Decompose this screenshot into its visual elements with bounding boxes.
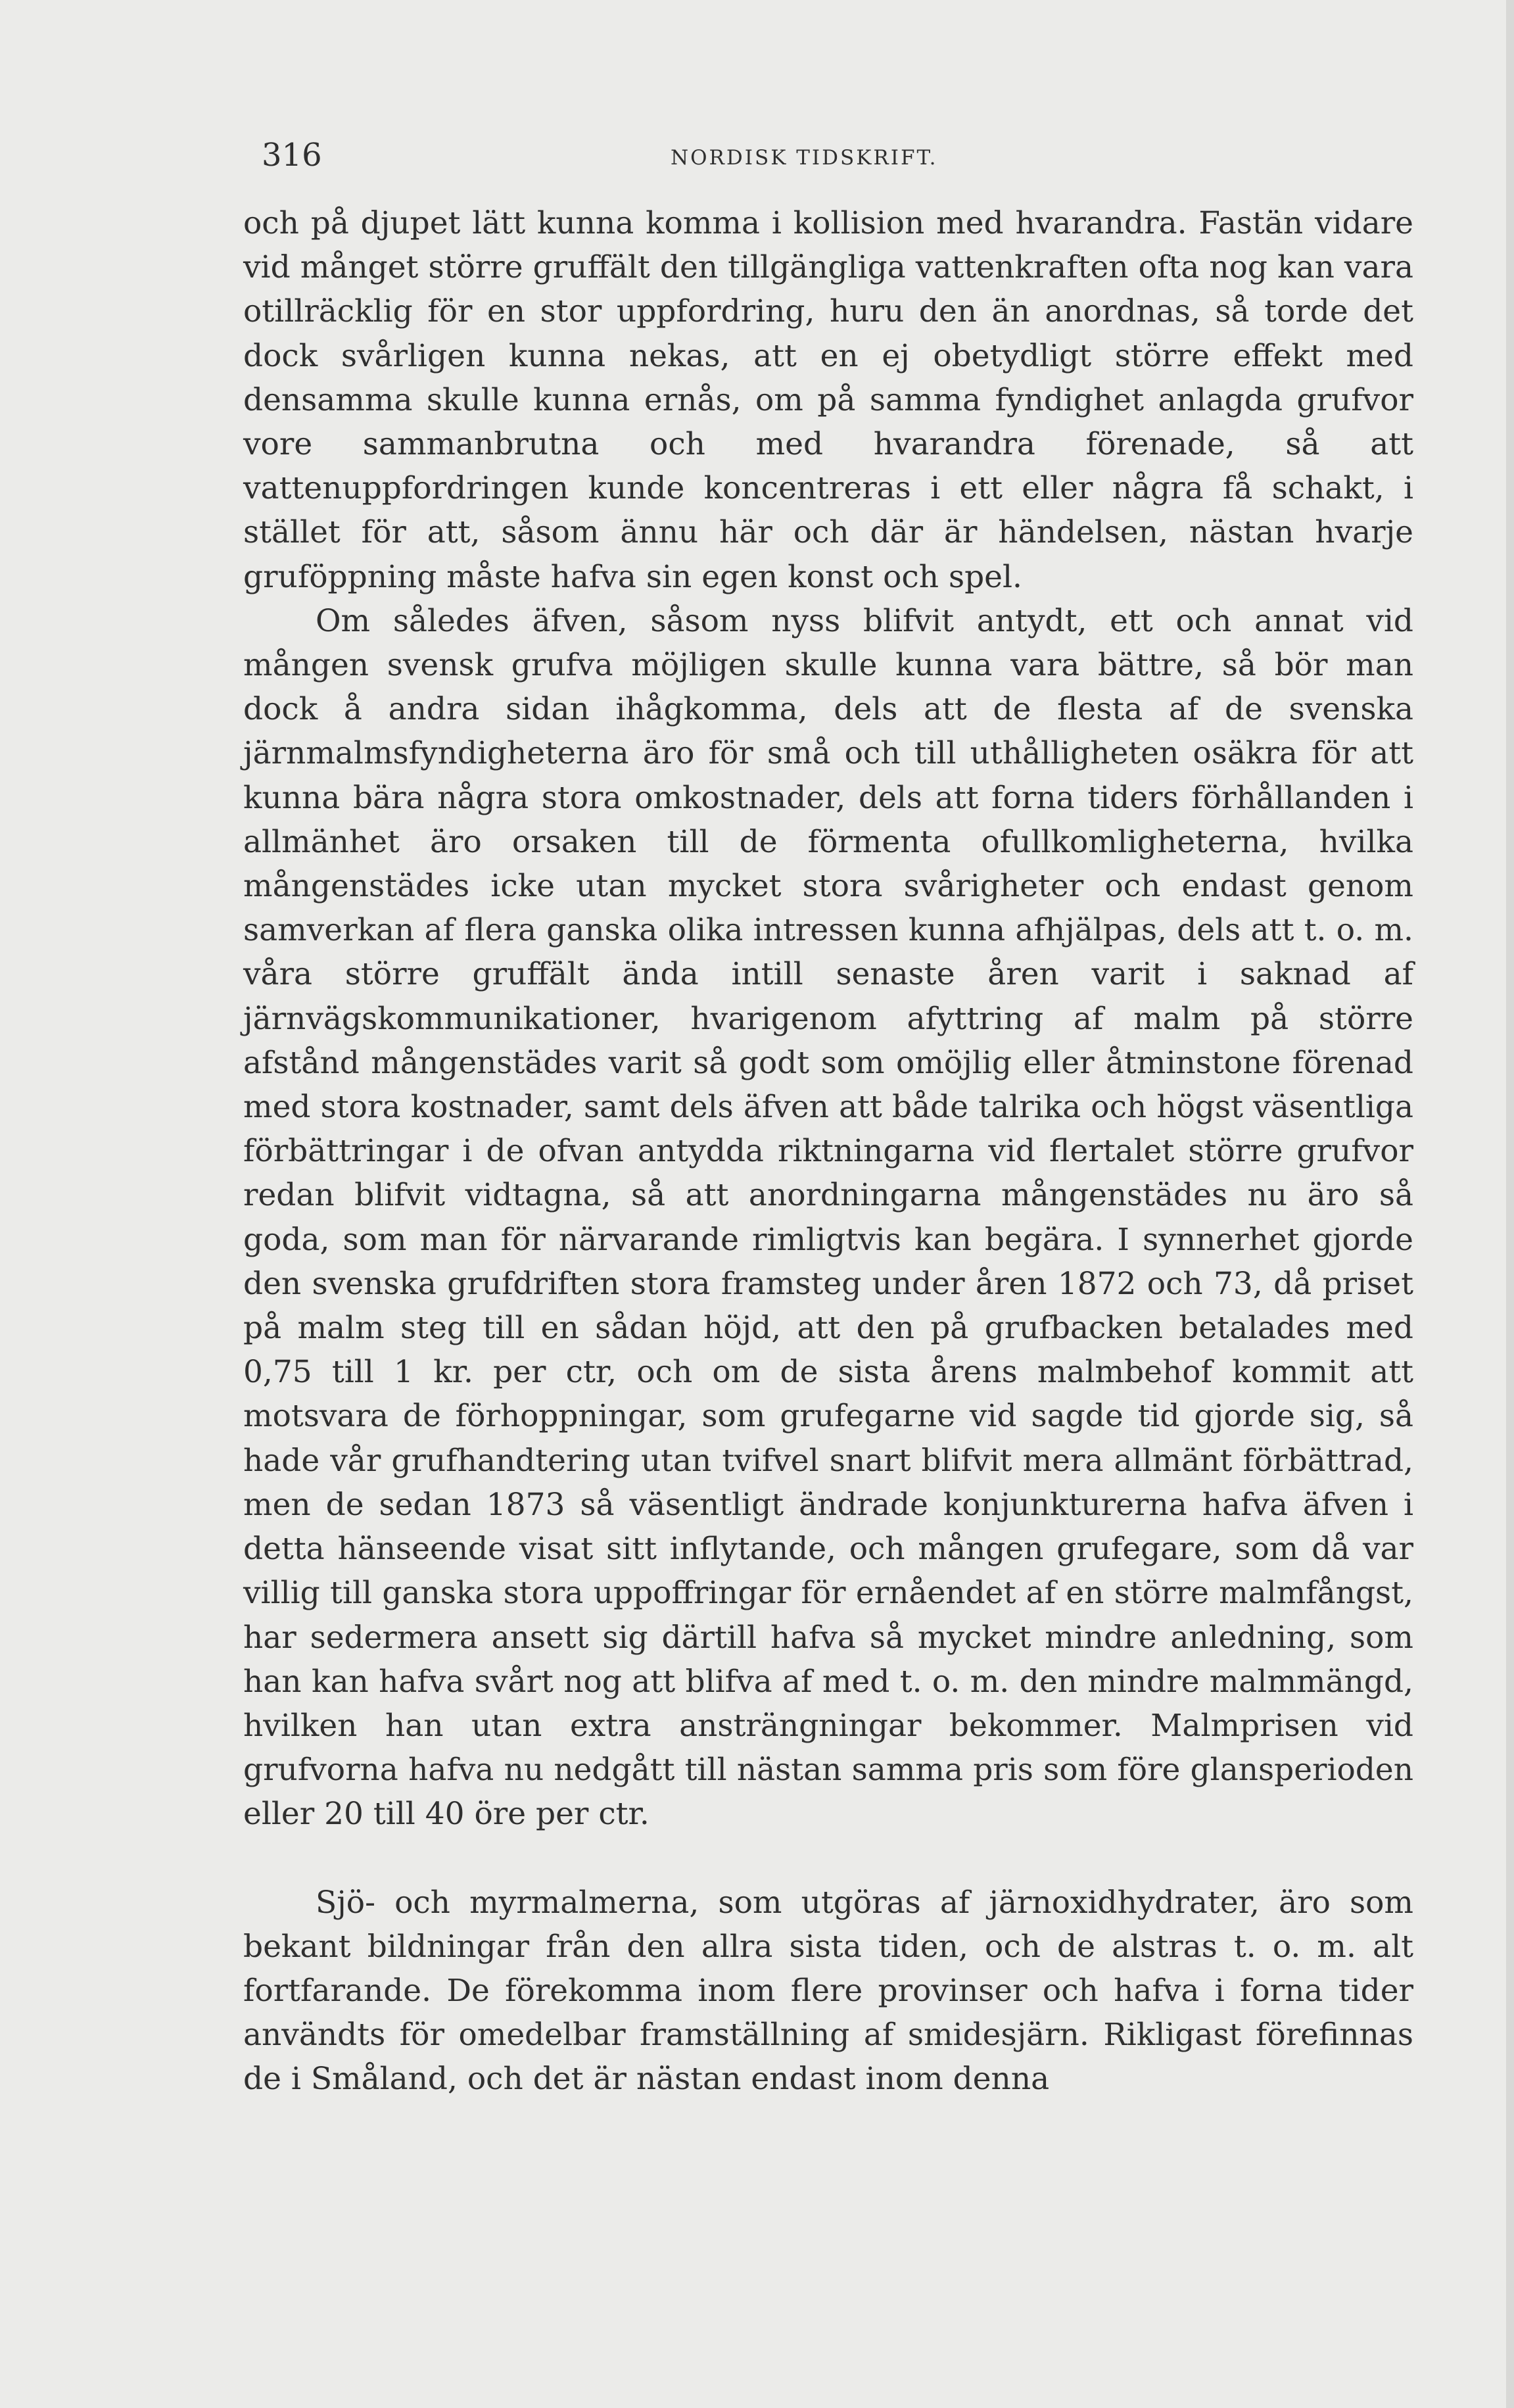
page-body — [243, 201, 1413, 2102]
running-head: NORDISK TIDSKRIFT. — [671, 146, 938, 170]
paragraph-grufdrift: Om således äfven, såsom nyss blifvit antydt, ett och annat vid mången svensk grufva möjligen skulle kunna vara bättre, så bör man dock å andra sidan ihågkomma, dels att de flesta af de svenska järnmalmsfyndigheterna äro för små och till uthålligheten osäkra för att kunna bära några stora omkostnader, dels att forna tiders förhållanden i allmänhet äro orsaken till de förmenta ofullkomligheterna, hvilka mångenstädes icke utan mycket stora svårigheter och endast genom samverkan af flera ganska olika intressen kunna afhjälpas, dels att t. o. m. våra större gruffält ända intill senaste åren varit i saknad af järnvägskommunikationer, hvarigenom afyttring af malm på större afstånd mångenstädes varit så godt som omöjlig eller åtminstone förenad med stora kostnader, samt dels äfven att både talrika och högst väsentliga förbättringar i de ofvan antydda riktningarna vid flertalet större grufvor redan blifvit vidtagna, så att anordningarna mångenstädes nu äro så goda, som man för närvarande rimligtvis kan begära. I synnerhet gjorde den svenska grufdriften stora framsteg under åren 1872 och 73, då priset på malm steg till en sådan höjd, att den på grufbacken betalades med 0,75 till 1 kr. per ctr, och om de sista årens malmbehof kommit att motsvara de förhoppningar, som grufegarne vid sagde tid gjorde sig, så hade vår grufhandtering utan tvifvel snart blifvit mera allmänt förbättrad, men de sedan 1873 så väsentligt ändrade konjunkturerna hafva äfven i detta hänseende visat sitt inflytande, och mången grufegare, som då var villig till ganska stora uppoffringar för ernåendet af en större malmfångst, har sedermera ansett sig därtill hafva så mycket mindre anledning, som han kan hafva svårt nog att blifva af med t. o. m. den mindre malmmängd, hvilken han utan extra ansträngningar bekommer. Malmprisen vid grufvorna hafva nu nedgått till nästan samma pris som före glansperioden eller 20 till 40 öre per ctr. — [243, 602, 1413, 1833]
page-number: 316 — [262, 137, 322, 174]
paragraph-continuation: och på djupet lätt kunna komma i kollision med hvarandra. Fastän vidare vid månget större gruffält den tillgängliga vattenkraften ofta nog kan vara otillräcklig för en stor uppfordring, huru den än anordnas, så torde det dock svårligen kunna nekas, att en ej obetydligt större effekt med densamma skulle kunna ernås, om på samma fyndighet anlagda grufvor vore sammanbrutna och med hvarandra förenade, så att vattenuppfordringen kunde koncentreras i ett eller några få schakt, i stället för att, såsom ännu här och där är händelsen, nästan hvarje gruföppning måste hafva sin egen konst och spel. — [243, 205, 1413, 595]
page-header — [243, 132, 1413, 184]
page-edge-shadow — [1506, 0, 1514, 2408]
paragraph-sjo-myrmalmer: Sjö- och myrmalmerna, som utgöras af järnoxidhydrater, äro som bekant bildningar från den allra sista tiden, och de alstras t. o. m. alt fortfarande. De förekomma inom flere provinser och hafva i forna tider användts för omedelbar framställning af smidesjärn. Rikligast förefinnas de i Småland, och det är nästan endast inom denna — [243, 1884, 1413, 2098]
